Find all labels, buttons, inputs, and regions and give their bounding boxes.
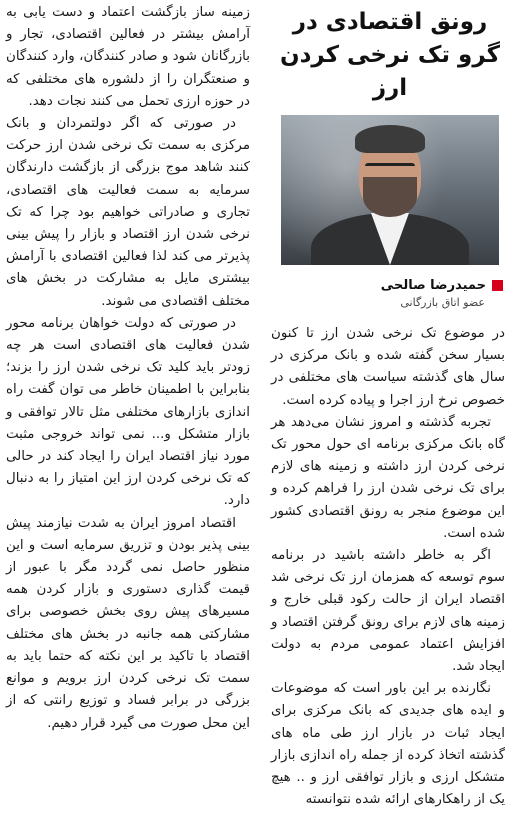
paragraph: تجربه گذشته و امروز نشان می‌دهد هر گاه بانک مرکزی برنامه ای حول محور تک نرخی کردن ارز داشته و زمینه های لازم برای تک نرخی شدن ارز را فراهم کرده و این موضوع منجر به رونق اقتصادی کشور شده است. [271, 414, 505, 541]
right-column [265, 0, 515, 833]
article-title: رونق اقتصادی در گرو تک نرخی کردن ارز [279, 9, 501, 101]
paragraph: در موضوع تک نرخی شدن ارز تا کنون بسیار سخن گفته شده و بانک مرکزی در سال های گذشته سیاست های مختلفی در خصوص نرخ ارز اجرا و پیاده کرده است. [271, 326, 505, 408]
author-line [275, 275, 503, 295]
paragraph: در صورتی که اگر دولتمردان و بانک مرکزی به سمت تک نرخی شدن ارز حرکت کنند شاهد موج بزرگی از بازگشت دارندگان سرمایه به سمت فعالیت های اقتصادی، تجاری و صادراتی خواهیم بود چرا که تک نرخی شدن ارز اقتصاد و بازار را پیش بینی پذیرتر می کند لذا فعالین اقتصادی با آرامش بیشتری مایل به مشارکت در بخش های مختلف اقتصادی می شوند. [6, 116, 250, 309]
author-role: عضو اتاق بازرگانی [400, 296, 485, 309]
left-column-body [6, 2, 250, 735]
paragraph: اقتصاد امروز ایران به شدت نیازمند پیش بینی پذیر بودن و تزریق سرمایه است و این منظور حاصل نمی گردد مگر با عبور از قیمت گذاری دستوری و بازار کردن همه مسیرهای پیش روی بخش خصوصی برای مشارکتی همه جانبه در بخش های مختلف اقتصاد با تاکید بر این نکته که حتما باید به سمت تک نرخی کردن ارز برویم و موانع بزرگی در برابر فساد و توزیع رانتی که از این محل صورت می گیرد قرار دهیم. [6, 515, 250, 731]
author-marker-icon [492, 280, 503, 291]
author-portrait-glasses [365, 163, 415, 176]
author-portrait-cap [355, 125, 425, 153]
right-column-body [271, 323, 505, 811]
author-photo [281, 115, 499, 265]
paragraph: در صورتی که دولت خواهان برنامه محور شدن فعالیت های اقتصادی است هر چه زودتر باید کلید تک نرخی شدن ارز را بزند؛ بنابراین با اطمینان خاطر می توان گفت راه اندازی بازارهای مختلفی مثل تالار توافقی و بازار متشکل و... نمی تواند خروجی مثبت مورد نیاز اقتصاد ایران را ایجاد کند در حالی که تک نرخی کردن ارز این امتیاز را به دنبال دارد. [6, 315, 250, 509]
paragraph: نگارنده بر این باور است که موضوعات و ایده های جدیدی که بانک مرکزی برای ایجاد ثبات در بازار ارز طی ماه های گذشته اتخاذ کرده از جمله راه اندازی بازار متشکل ارزی و بازار توافقی ارز و .. هیچ یک از راهکارهای ارائه شده نتوانسته [271, 681, 505, 808]
paragraph: زمینه ساز بازگشت اعتماد و دست یابی به آرامش بیشتر در فعالین اقتصادی، تجار و بازرگانان شود و صادر کنندگان، وارد کنندگان و صنعتگران را از دلشوره های مختلفی که در حوزه ارزی تحمل می کنند نجات دهد. [6, 5, 250, 109]
paragraph: اگر به خاطر داشته باشید در برنامه سوم توسعه که همزمان ارز تک نرخی شد اقتصاد ایران از حالت رکود قبلی خارج و زمینه های لازم برای رونق گرفتن اقتصاد و افزایش اعتماد عمومی مردم به دولت ایجاد شد. [271, 548, 505, 675]
author-name: حمیدرضا صالحی [380, 277, 486, 293]
author-portrait-beard [363, 177, 417, 217]
